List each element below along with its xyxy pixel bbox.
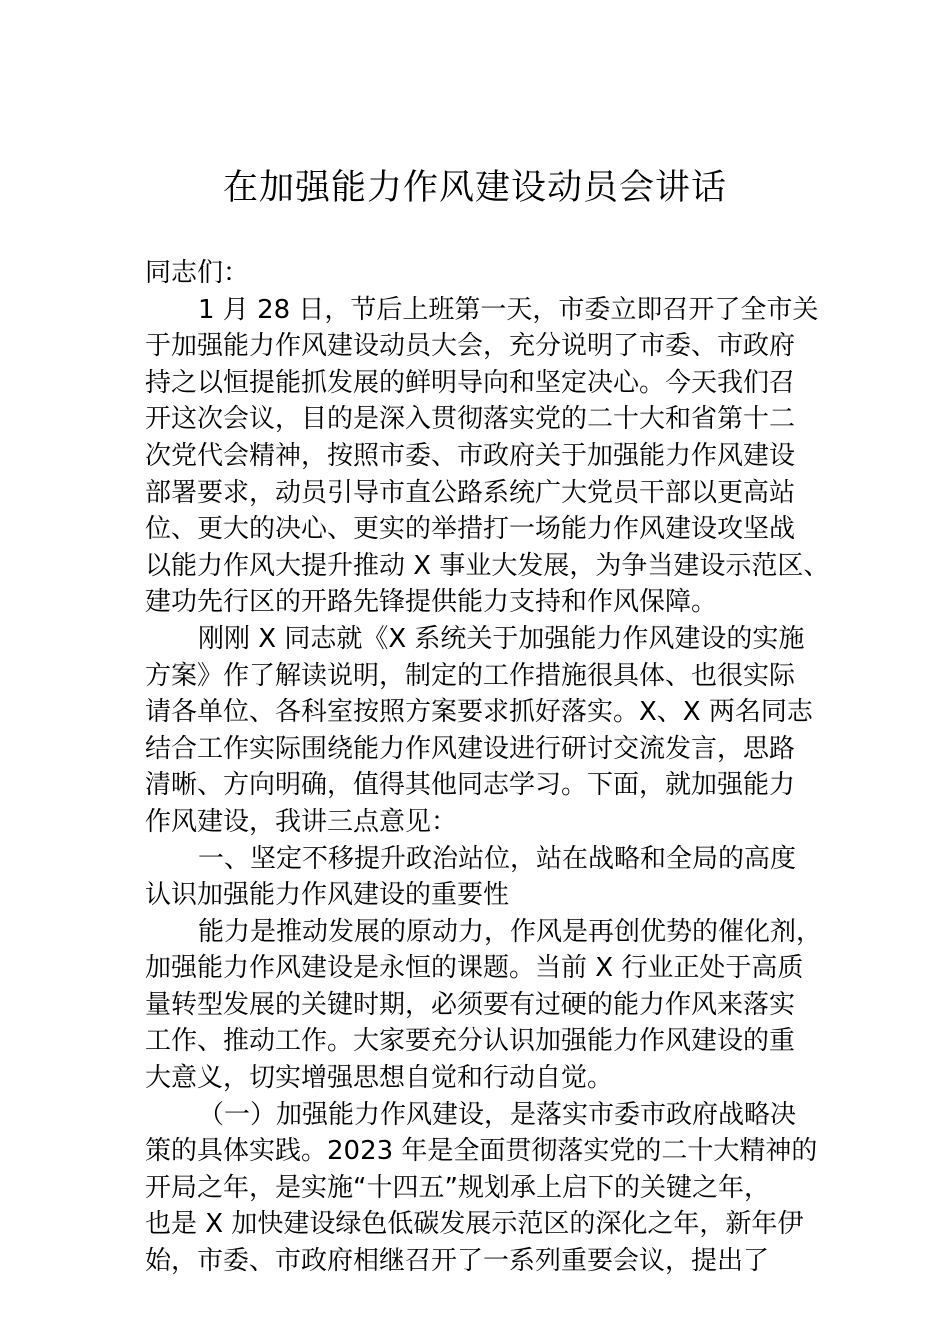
body-line: 以能力作风大提升推动 X 事业大发展，为争当建设示范区、 <box>145 550 830 581</box>
body-line: 次党代会精神，按照市委、市政府关于加强能力作风建设 <box>145 440 796 471</box>
body-line: 位、更大的决心、更实的举措打一场能力作风建设攻坚战 <box>145 514 796 545</box>
body-line: 开这次会议，目的是深入贯彻落实党的二十大和省第十二 <box>145 404 796 435</box>
document-body <box>145 255 830 1280</box>
body-line: 1 月 28 日，节后上班第一天，市委立即召开了全市关 <box>198 294 819 325</box>
body-line: 工作、推动工作。大家要充分认识加强能力作风建设的重 <box>145 1026 796 1057</box>
body-line: 大意义，切实增强思想自觉和行动自觉。 <box>145 1063 614 1094</box>
document-title: 在加强能力作风建设动员会讲话 <box>222 168 727 208</box>
body-line: 始，市委、市政府相继召开了一系列重要会议，提出了 <box>145 1246 770 1277</box>
body-line: 认识加强能力作风建设的重要性 <box>145 880 510 911</box>
body-line: 一、坚定不移提升政治站位，站在战略和全局的高度 <box>198 843 797 874</box>
body-line: 能力是推动发展的原动力，作风是再创优势的催化剂， <box>198 916 823 947</box>
body-line: 请各单位、各科室按照方案要求抓好落实。X、X 两名同志 <box>145 697 813 728</box>
body-line: 建功先行区的开路先锋提供能力支持和作风保障。 <box>145 587 718 618</box>
body-line: 开局之年，是实施“十四五”规划承上启下的关键之年， <box>145 1172 770 1203</box>
body-line: 清晰、方向明确，值得其他同志学习。下面，就加强能力 <box>145 770 796 801</box>
body-line: （一）加强能力作风建设，是落实市委市政府战略决 <box>198 1099 797 1130</box>
body-line: 部署要求，动员引导市直公路系统广大党员干部以更高站 <box>145 477 796 508</box>
body-line: 结合工作实际围绕能力作风建设进行研讨交流发言，思路 <box>145 733 796 764</box>
body-line: 刚刚 X 同志就《X 系统关于加强能力作风建设的实施 <box>198 623 805 654</box>
body-line: 量转型发展的关键时期，必须要有过硬的能力作风来落实 <box>145 989 796 1020</box>
body-line: 于加强能力作风建设动员大会，充分说明了市委、市政府 <box>145 331 796 362</box>
body-line: 策的具体实践。2023 年是全面贯彻落实党的二十大精神的 <box>145 1136 818 1167</box>
body-line: 加强能力作风建设是永恒的课题。当前 X 行业正处于高质 <box>145 953 804 984</box>
body-line: 也是 X 加快建设绿色低碳发展示范区的深化之年，新年伊 <box>145 1209 804 1240</box>
body-line: 方案》作了解读说明，制定的工作措施很具体、也很实际 <box>145 660 796 691</box>
body-line: 作风建设，我讲三点意见： <box>145 806 458 837</box>
body-line: 同志们： <box>145 258 250 288</box>
body-line: 持之以恒提能抓发展的鲜明导向和坚定决心。今天我们召 <box>145 367 796 398</box>
